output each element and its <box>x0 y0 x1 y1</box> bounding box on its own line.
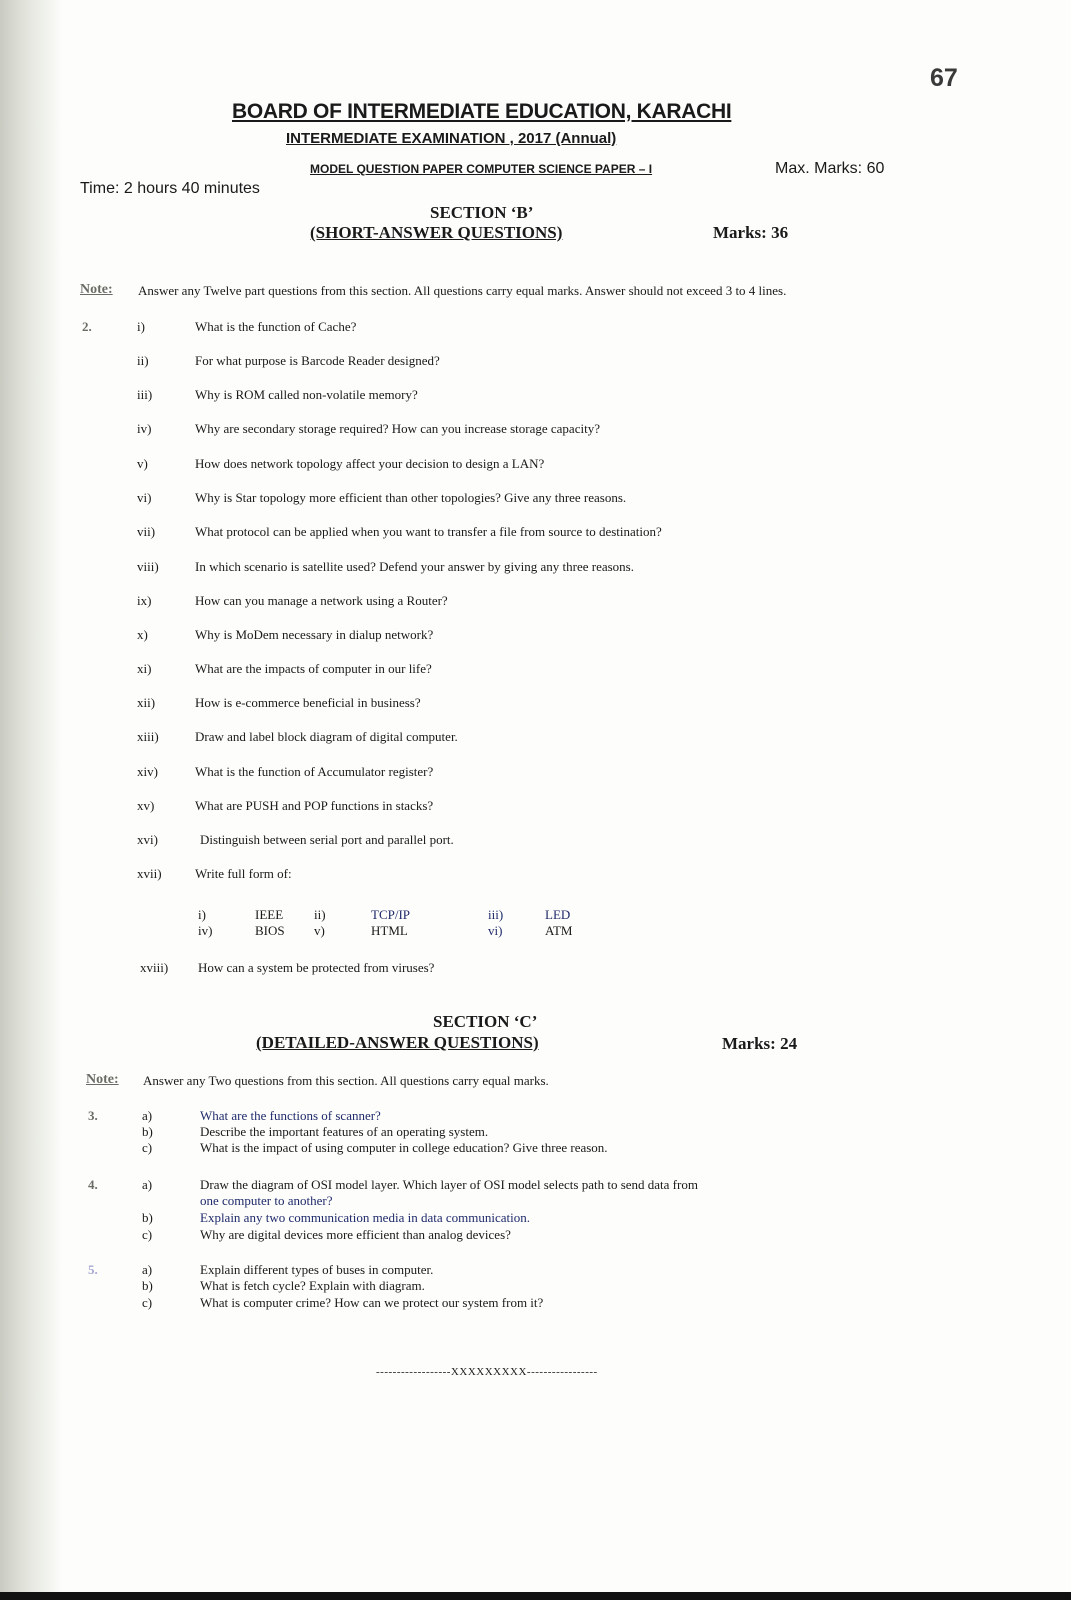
question-text: Why are secondary storage required? How can you increase storage capacity? <box>195 421 600 436</box>
full-form-number: vi) <box>488 923 503 938</box>
part-text: Explain any two communication media in data communication. <box>200 1210 530 1225</box>
end-of-paper-line: ------------------XXXXXXXXX----------------- <box>376 1366 598 1378</box>
full-form-number: iv) <box>198 923 213 938</box>
question-text: How can a system be protected from viruses? <box>198 960 435 975</box>
scan-edge-bar <box>0 1592 1071 1600</box>
question-3-number: 3. <box>88 1108 98 1123</box>
section-b-title: SECTION ‘B’ <box>430 203 534 222</box>
section-c-subtitle: (DETAILED-ANSWER QUESTIONS) <box>256 1033 539 1052</box>
section-b-note: Answer any Twelve part questions from this section. All questions carry equal marks. Answer should not exceed 3 to 4 lines. <box>138 283 787 298</box>
question-number: ix) <box>137 593 152 608</box>
question-number: xvi) <box>137 832 158 847</box>
section-b-subtitle: (SHORT-ANSWER QUESTIONS) <box>310 223 563 242</box>
section-c-marks: Marks: 24 <box>722 1034 798 1053</box>
question-text: What are the impacts of computer in our life? <box>195 661 432 676</box>
question-4-number: 4. <box>88 1177 98 1192</box>
question-number: iv) <box>137 421 152 436</box>
section-c-note-label: Note: <box>86 1072 119 1087</box>
question-number: xv) <box>137 798 155 813</box>
question-text: Draw and label block diagram of digital computer. <box>195 729 458 744</box>
max-marks: Max. Marks: 60 <box>775 160 885 177</box>
question-number: i) <box>137 319 145 334</box>
page-number: 67 <box>930 64 958 92</box>
part-text: What are the functions of scanner? <box>200 1108 381 1123</box>
question-number: v) <box>137 456 148 471</box>
question-number: xiii) <box>137 729 159 744</box>
full-form-term: IEEE <box>255 907 284 922</box>
question-text: Why is ROM called non-volatile memory? <box>195 387 418 402</box>
paper-title: MODEL QUESTION PAPER COMPUTER SCIENCE PAPER – I <box>310 162 653 176</box>
part-text: Draw the diagram of OSI model layer. Which layer of OSI model selects path to send data from <box>200 1177 698 1192</box>
part-text: Why are digital devices more efficient than analog devices? <box>200 1227 511 1242</box>
full-form-term: BIOS <box>255 923 285 938</box>
question-number: vii) <box>137 524 156 539</box>
question-text: How is e-commerce beneficial in business? <box>195 695 421 710</box>
full-form-number: v) <box>314 923 325 938</box>
question-text: What are PUSH and POP functions in stacks? <box>195 798 434 813</box>
question-text: In which scenario is satellite used? Defend your answer by giving any three reasons. <box>195 559 634 574</box>
part-label: b) <box>142 1210 153 1225</box>
full-form-number: i) <box>198 907 206 922</box>
question-text: What protocol can be applied when you want to transfer a file from source to destination? <box>195 524 662 539</box>
section-b-note-label: Note: <box>80 282 113 297</box>
part-label: c) <box>142 1295 153 1310</box>
exam-title: INTERMEDIATE EXAMINATION , 2017 (Annual) <box>286 130 617 147</box>
question-text: How can you manage a network using a Router? <box>195 593 448 608</box>
part-text: What is computer crime? How can we protect our system from it? <box>200 1295 544 1310</box>
section-c-title: SECTION ‘C’ <box>433 1012 538 1031</box>
part-label: a) <box>142 1177 153 1192</box>
full-form-number: iii) <box>488 907 504 922</box>
board-title: BOARD OF INTERMEDIATE EDUCATION, KARACHI <box>232 100 732 123</box>
part-label: c) <box>142 1140 153 1155</box>
question-5-number: 5. <box>88 1262 98 1277</box>
question-text: How does network topology affect your decision to design a LAN? <box>195 456 545 471</box>
full-form-term: TCP/IP <box>371 907 411 922</box>
question-text: Why is MoDem necessary in dialup network? <box>195 627 434 642</box>
page-spine-shadow <box>0 0 62 1600</box>
section-b-marks: Marks: 36 <box>713 223 789 242</box>
question-text: What is the function of Cache? <box>195 319 357 334</box>
part-label: b) <box>142 1124 153 1139</box>
question-number: x) <box>137 627 148 642</box>
part-text: What is the impact of using computer in college education? Give three reason. <box>200 1140 608 1155</box>
part-text: Explain different types of buses in computer. <box>200 1262 434 1277</box>
question-number: xvii) <box>137 866 162 881</box>
part-text: Describe the important features of an operating system. <box>200 1124 489 1139</box>
question-text: Distinguish between serial port and parallel port. <box>200 832 454 847</box>
question-number: viii) <box>137 559 159 574</box>
part-label: a) <box>142 1262 153 1277</box>
question-text: Write full form of: <box>195 866 292 881</box>
time-allowed: Time: 2 hours 40 minutes <box>80 180 260 197</box>
question-text: What is the function of Accumulator register? <box>195 764 434 779</box>
question-number: vi) <box>137 490 152 505</box>
full-form-term: LED <box>545 907 571 922</box>
part-label: b) <box>142 1278 153 1293</box>
full-form-term: HTML <box>371 923 408 938</box>
part-text-continued: one computer to another? <box>200 1193 333 1208</box>
question-number: xiv) <box>137 764 158 779</box>
question-2-number: 2. <box>82 319 92 334</box>
question-number: xviii) <box>140 960 169 975</box>
question-text: Why is Star topology more efficient than other topologies? Give any three reasons. <box>195 490 627 505</box>
question-number: xii) <box>137 695 156 710</box>
question-number: xi) <box>137 661 152 676</box>
section-c-note: Answer any Two questions from this section. All questions carry equal marks. <box>143 1073 549 1088</box>
part-text: What is fetch cycle? Explain with diagram. <box>200 1278 425 1293</box>
full-form-number: ii) <box>314 907 326 922</box>
part-label: c) <box>142 1227 153 1242</box>
question-text: For what purpose is Barcode Reader designed? <box>195 353 440 368</box>
full-form-term: ATM <box>545 923 573 938</box>
part-label: a) <box>142 1108 153 1123</box>
question-number: ii) <box>137 353 149 368</box>
question-number: iii) <box>137 387 153 402</box>
